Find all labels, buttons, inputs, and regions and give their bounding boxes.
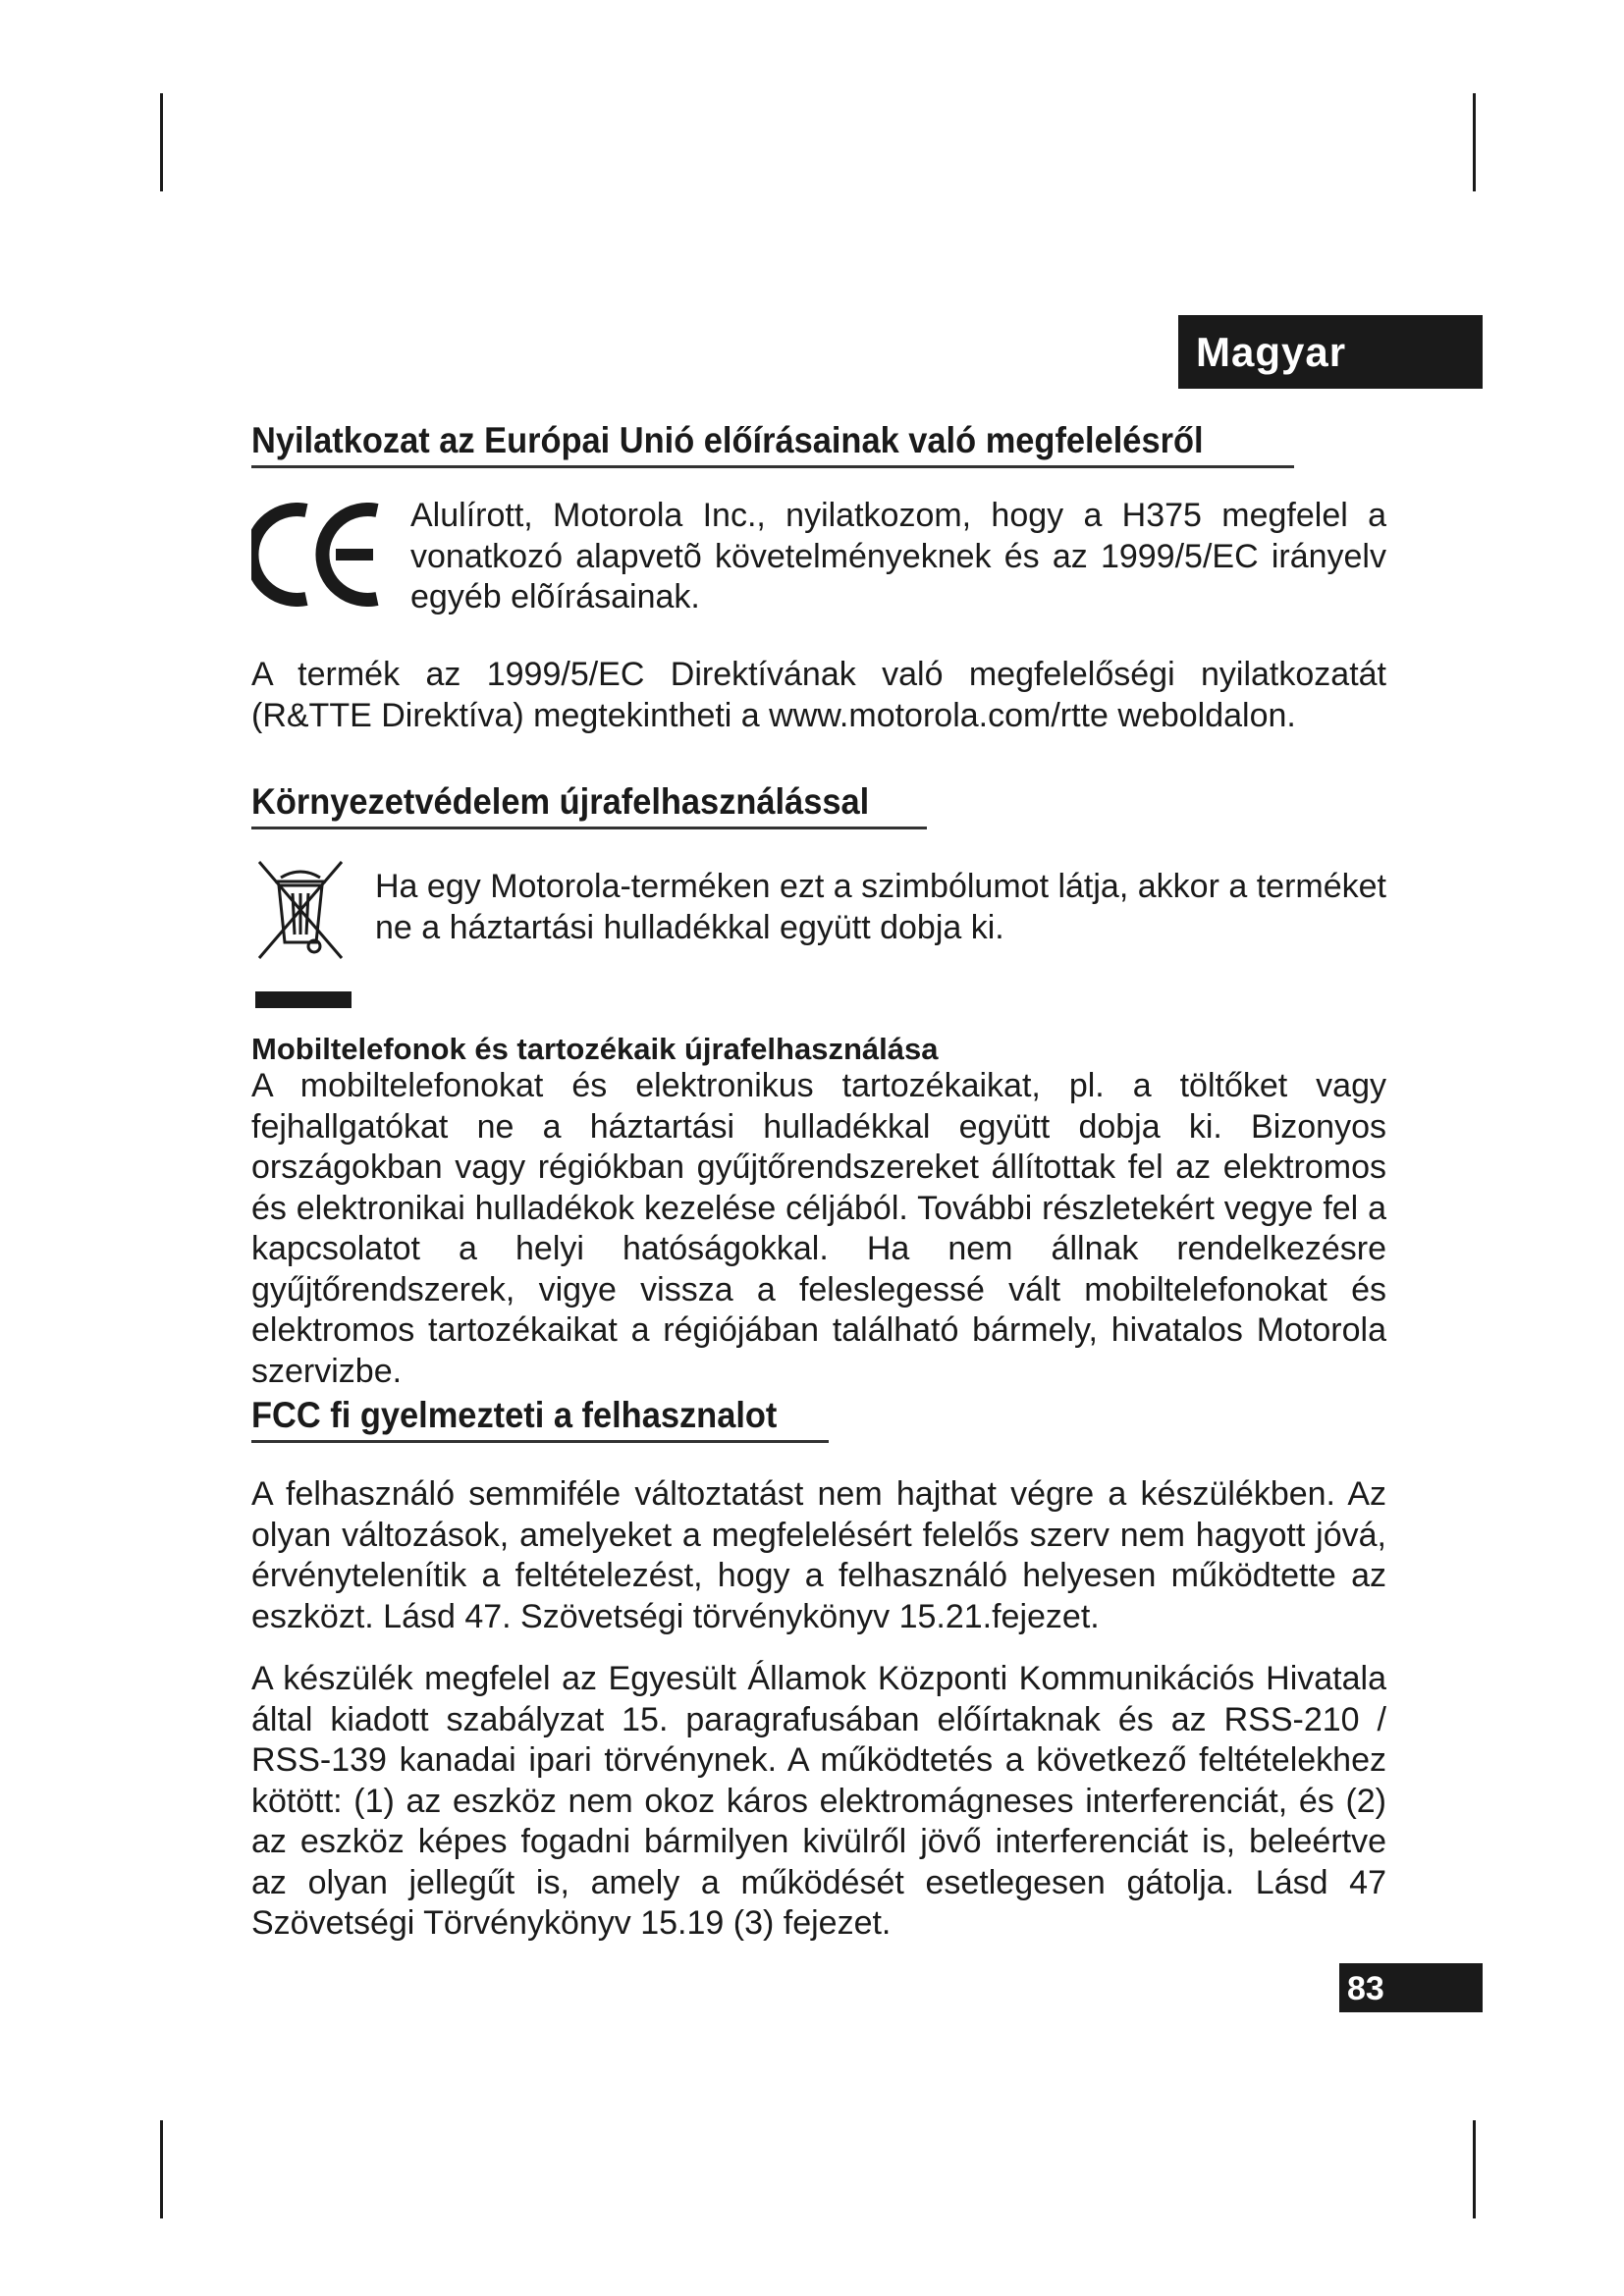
eu-heading-underline [251, 465, 1294, 468]
crop-mark-bottom-right [1473, 2120, 1476, 2218]
recycling-paragraph: A mobiltelefonokat és elektronikus tartozékaikat, pl. a töltőket vagy fejhallgatókat ne a háztartási hulladékkal együtt dobja ki. Bizonyos országokban vagy régiókban gyűjtőrendszereket állítottak fel az elektromos és elektronikai hulladékok kezelése céljából. További részletekért vegye fel a kapcsolatot a helyi hatóságokkal. Ha nem állnak rendelkezésre gyűjtőrendszerek, vigye vissza a feleslegessé vált mobiltelefonokat és elektromos tartozékaikat a régiójában található bármely, hivatalos Motorola szervizbe. [251, 1067, 1386, 1390]
ce-declaration-text: Alulírott, Motorola Inc., nyilatkozom, hogy a H375 megfelel a vonatkozó alapvetõ követelményeknek és az 1999/5/EC irányelv egyéb elõírásainak. [410, 497, 1386, 615]
page-number: 83 [1339, 1963, 1483, 2012]
fcc-paragraph-1: A felhasználó semmiféle változtatást nem hajthat végre a készülékben. Az olyan változások, amelyeket a megfelelésért felelős szerv nem hagyott jóvá, érvénytelenítik a feltételezést, hogy a felhasználó helyesen működtette az eszközt. Lásd 47. Szövetségi törvénykönyv 15.21.fejezet. [251, 1475, 1386, 1635]
crop-mark-top-right [1473, 93, 1476, 191]
fcc-paragraph-2: A készülék megfelel az Egyesült Államok Központi Kommunikációs Hivatala által kiadott szabályzat 15. paragrafusában előírtaknak és az RSS-210 / RSS-139 kanadai ipari törvénynek. A működtetés a következő feltételekhez kötött: (1) az eszköz nem okoz káros elektromágneses interferenciát, és (2) az eszköz képes fogadni bármilyen kivülről jövő interferenciát is, beleértve az olyan jellegűt is, amely a működését esetlegesen gátolja. Lásd 47 Szövetségi Törvénykönyv 15.19 (3) fejezet. [251, 1660, 1386, 1942]
bin-symbol-bar [255, 991, 352, 1008]
crossed-out-bin-icon [251, 856, 350, 964]
recycling-heading-underline [251, 827, 927, 829]
fcc-heading-underline [251, 1440, 829, 1443]
crop-mark-bottom-left [160, 2120, 163, 2218]
eu-declaration-heading: Nyilatkozat az Európai Unió előírásainak való megfelelésről [251, 420, 1204, 460]
fcc-heading: FCC fi gyelmezteti a felhasznalot [251, 1395, 778, 1435]
recycling-subheading: Mobiltelefonok és tartozékaik újrafelhasználása [251, 1032, 939, 1066]
language-tab: Magyar [1178, 315, 1483, 389]
crop-mark-top-left [160, 93, 163, 191]
bin-symbol-text: Ha egy Motorola-terméken ezt a szimbólumot látja, akkor a terméket ne a háztartási hulladékkal együtt dobja ki. [375, 868, 1386, 946]
recycling-heading: Környezetvédelem újrafelhasználással [251, 781, 870, 822]
ce-mark-icon [251, 503, 389, 607]
eu-rtte-paragraph: A termék az 1999/5/EC Direktívának való megfelelőségi nyilatkozatát (R&TTE Direktíva) megtekintheti a www.motorola.com/rtte weboldalon. [251, 656, 1386, 734]
